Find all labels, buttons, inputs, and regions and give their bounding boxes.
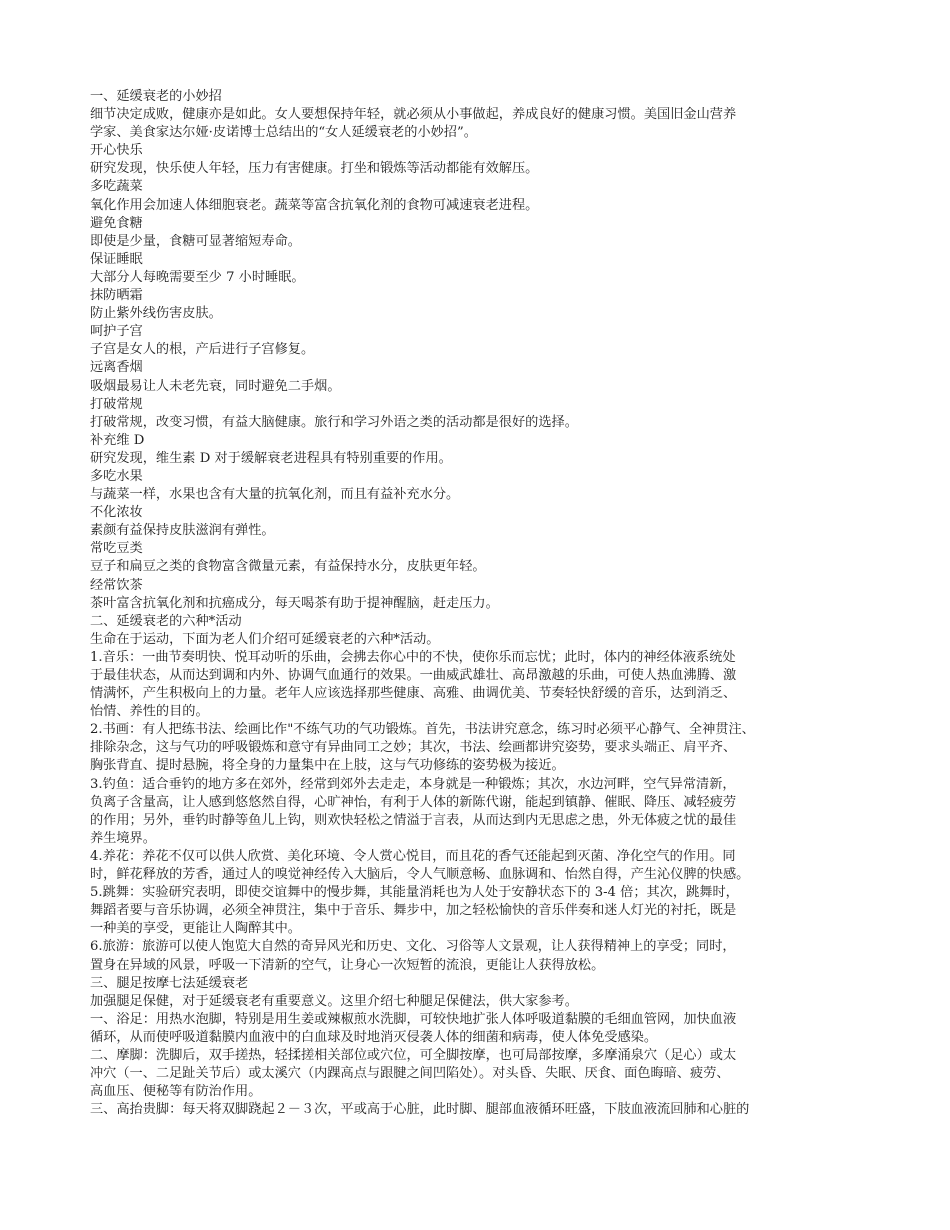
text-line: 素颜有益保持皮肤滋润有弹性。 xyxy=(90,523,275,539)
text-line: 高血压、便秘等有防治作用。 xyxy=(90,1084,262,1100)
text-line: 4.养花：养花不仅可以供人欣赏、美化环境、令人赏心悦目，而且花的香气还能起到灭菌、净化空气的作用。同 xyxy=(90,848,736,864)
text-line: 豆子和扁豆之类的食物富含微量元素，有益保持水分，皮肤更年轻。 xyxy=(90,559,486,575)
text-line: 开心快乐 xyxy=(90,143,143,159)
text-line: 养生境界。 xyxy=(90,830,156,846)
text-line: 吸烟最易让人未老先衰，同时避免二手烟。 xyxy=(90,378,341,394)
text-line: 负离子含量高，让人感到悠悠然自得，心旷神怡，有利于人体的新陈代谢，能起到镇静、催眠、降压、减轻疲劳 xyxy=(90,794,737,810)
text-line: 一、延缓衰老的小妙招 xyxy=(90,89,222,104)
text-line: 怡情、养性的目的。 xyxy=(90,704,209,720)
text-line: 2.书画：有人把练书法、绘画比作"不练气功的气功锻炼。首先，书法讲究意念，练习时必须平心静气、全神贯注、 xyxy=(90,722,755,738)
text-line: 多吃蔬菜 xyxy=(90,179,143,195)
text-line: 胸张背直、提时悬腕，将全身的力量集中在上肢，这与气功修练的姿势极为接近。 xyxy=(90,758,565,774)
text-line: 子宫是女人的根，产后进行子宫修复。 xyxy=(90,342,315,358)
text-line: 抹防晒霜 xyxy=(90,288,143,304)
text-line: 细节决定成败，健康亦是如此。女人要想保持年轻，就必须从小事做起，养成良好的健康习惯。美国旧金山营养 xyxy=(90,107,737,123)
text-line: 不化浓妆 xyxy=(90,505,143,521)
text-line: 5.跳舞：实验研究表明，即使交谊舞中的慢步舞，其能量消耗也为人处于安静状态下的 3-4 倍；其次，跳舞时， xyxy=(90,885,739,901)
text-line: 1.音乐：一曲节奏明快、悦耳动听的乐曲，会拂去你心中的不快，使你乐而忘忧；此时，体内的神经体液系统处 xyxy=(90,649,736,665)
text-line: 避免食糖 xyxy=(90,215,143,231)
text-line: 多吃水果 xyxy=(90,468,143,484)
text-line: 学家、美食家达尔娅·皮诺博士总结出的“女人延缓衰老的小妙招”。 xyxy=(90,125,477,141)
text-line: 与蔬菜一样，水果也含有大量的抗氧化剂，而且有益补充水分。 xyxy=(90,487,460,503)
text-line: 防止紫外线伤害皮肤。 xyxy=(90,306,222,322)
text-line: 研究发现，维生素 D 对于缓解衰老进程具有特别重要的作用。 xyxy=(90,450,452,466)
text-line: 远离香烟 xyxy=(90,360,143,376)
text-line: 打破常规 xyxy=(90,396,143,412)
text-line: 时，鲜花释放的芳香，通过人的嗅觉神经传入大脑后，令人气顺意畅、血脉调和、怡然自得，产生沁仪脾的快感。 xyxy=(90,867,750,883)
text-line: 二、摩脚：洗脚后，双手搓热，轻揉搓相关部位或穴位，可全脚按摩，也可局部按摩，多摩涌泉穴（足心）或太 xyxy=(90,1047,737,1063)
text-line: 一、浴足：用热水泡脚，特别是用生姜或辣椒煎水洗脚，可较快地扩张人体呼吸道黏膜的毛细血管网，加快血液 xyxy=(90,1011,737,1027)
text-line: 氧化作用会加速人体细胞衰老。蔬菜等富含抗氧化剂的食物可减速衰老进程。 xyxy=(90,197,539,213)
text-line: 经常饮茶 xyxy=(90,577,143,593)
text-line: 大部分人每晚需要至少 7 小时睡眠。 xyxy=(90,269,305,285)
text-line: 常吃豆类 xyxy=(90,541,143,557)
text-line: 冲穴（一、二足趾关节后）或太溪穴（内踝高点与跟腱之间凹陷处）。对头昏、失眠、厌食、面色晦暗、疲劳、 xyxy=(90,1066,730,1082)
text-line: 茶叶富含抗氧化剂和抗癌成分，每天喝茶有助于提神醒脑，赶走压力。 xyxy=(90,595,499,611)
text-line: 即使是少量，食糖可显著缩短寿命。 xyxy=(90,233,301,249)
text-line: 于最佳状态，从而达到调和内外、协调气血通行的效果。一曲威武雄壮、高昂激越的乐曲，可使人热血沸腾、激 xyxy=(90,668,737,683)
text-line: 生命在于运动，下面为老人们介绍可延缓衰老的六种*活动。 xyxy=(90,631,440,647)
text-line: 二、延缓衰老的六种*活动 xyxy=(90,613,242,629)
text-line: 一种美的享受，更能让人陶醉其中。 xyxy=(90,921,301,937)
text-line: 的作用；另外，垂钓时静等鱼儿上钩，则欢快轻松之情溢于言表，从而达到内无思虑之患，外无体疲之忧的最佳 xyxy=(90,812,737,828)
text-line: 三、高抬贵脚：每天将双脚跷起２－３次，平或高于心脏，此时脚、腿部血液循环旺盛，下肢血液流回肺和心脏的 xyxy=(90,1102,750,1118)
text-line: 置身在异域的风景，呼吸一下清新的空气，让身心一次短暂的流浪，更能让人获得放松。 xyxy=(90,957,605,973)
text-line: 3.钓鱼：适合垂钓的地方多在郊外，经常到郊外去走走，本身就是一种锻炼；其次，水边河畔，空气异常清新， xyxy=(90,776,736,792)
text-line: 补充维 D xyxy=(90,432,145,448)
text-line: 6.旅游：旅游可以使人饱览大自然的奇异风光和历史、文化、习俗等人文景观，让人获得精神上的享受；同时， xyxy=(90,939,736,955)
text-line: 呵护子宫 xyxy=(90,324,143,340)
text-line: 研究发现，快乐使人年轻，压力有害健康。打坐和锻炼等活动都能有效解压。 xyxy=(90,161,539,177)
text-line: 保证睡眠 xyxy=(90,251,143,267)
text-line: 三、腿足按摩七法延缓衰老 xyxy=(90,975,249,991)
text-line: 加强腿足保健，对于延缓衰老有重要意义。这里介绍七种腿足保健法，供大家参考。 xyxy=(90,993,578,1009)
text-line: 情满怀，产生积极向上的力量。老年人应该选择那些健康、高雅、曲调优美、节奏轻快舒缓的音乐，达到消乏、 xyxy=(90,686,737,702)
text-line: 舞蹈者要与音乐协调，必须全神贯注，集中于音乐、舞步中，加之轻松愉快的音乐伴奏和迷人灯光的衬托，既是 xyxy=(90,903,737,919)
text-line: 排除杂念，这与气功的呼吸锻炼和意守有异曲同工之妙；其次，书法、绘画都讲究姿势，要求头端正、肩平齐、 xyxy=(90,740,737,756)
text-line: 循环，从而使呼吸道黏膜内血液中的白血球及时地消灭侵袭人体的细菌和病毒，使人体免受感染。 xyxy=(90,1029,658,1045)
text-line: 打破常规，改变习惯，有益大脑健康。旅行和学习外语之类的活动都是很好的选择。 xyxy=(90,414,578,430)
